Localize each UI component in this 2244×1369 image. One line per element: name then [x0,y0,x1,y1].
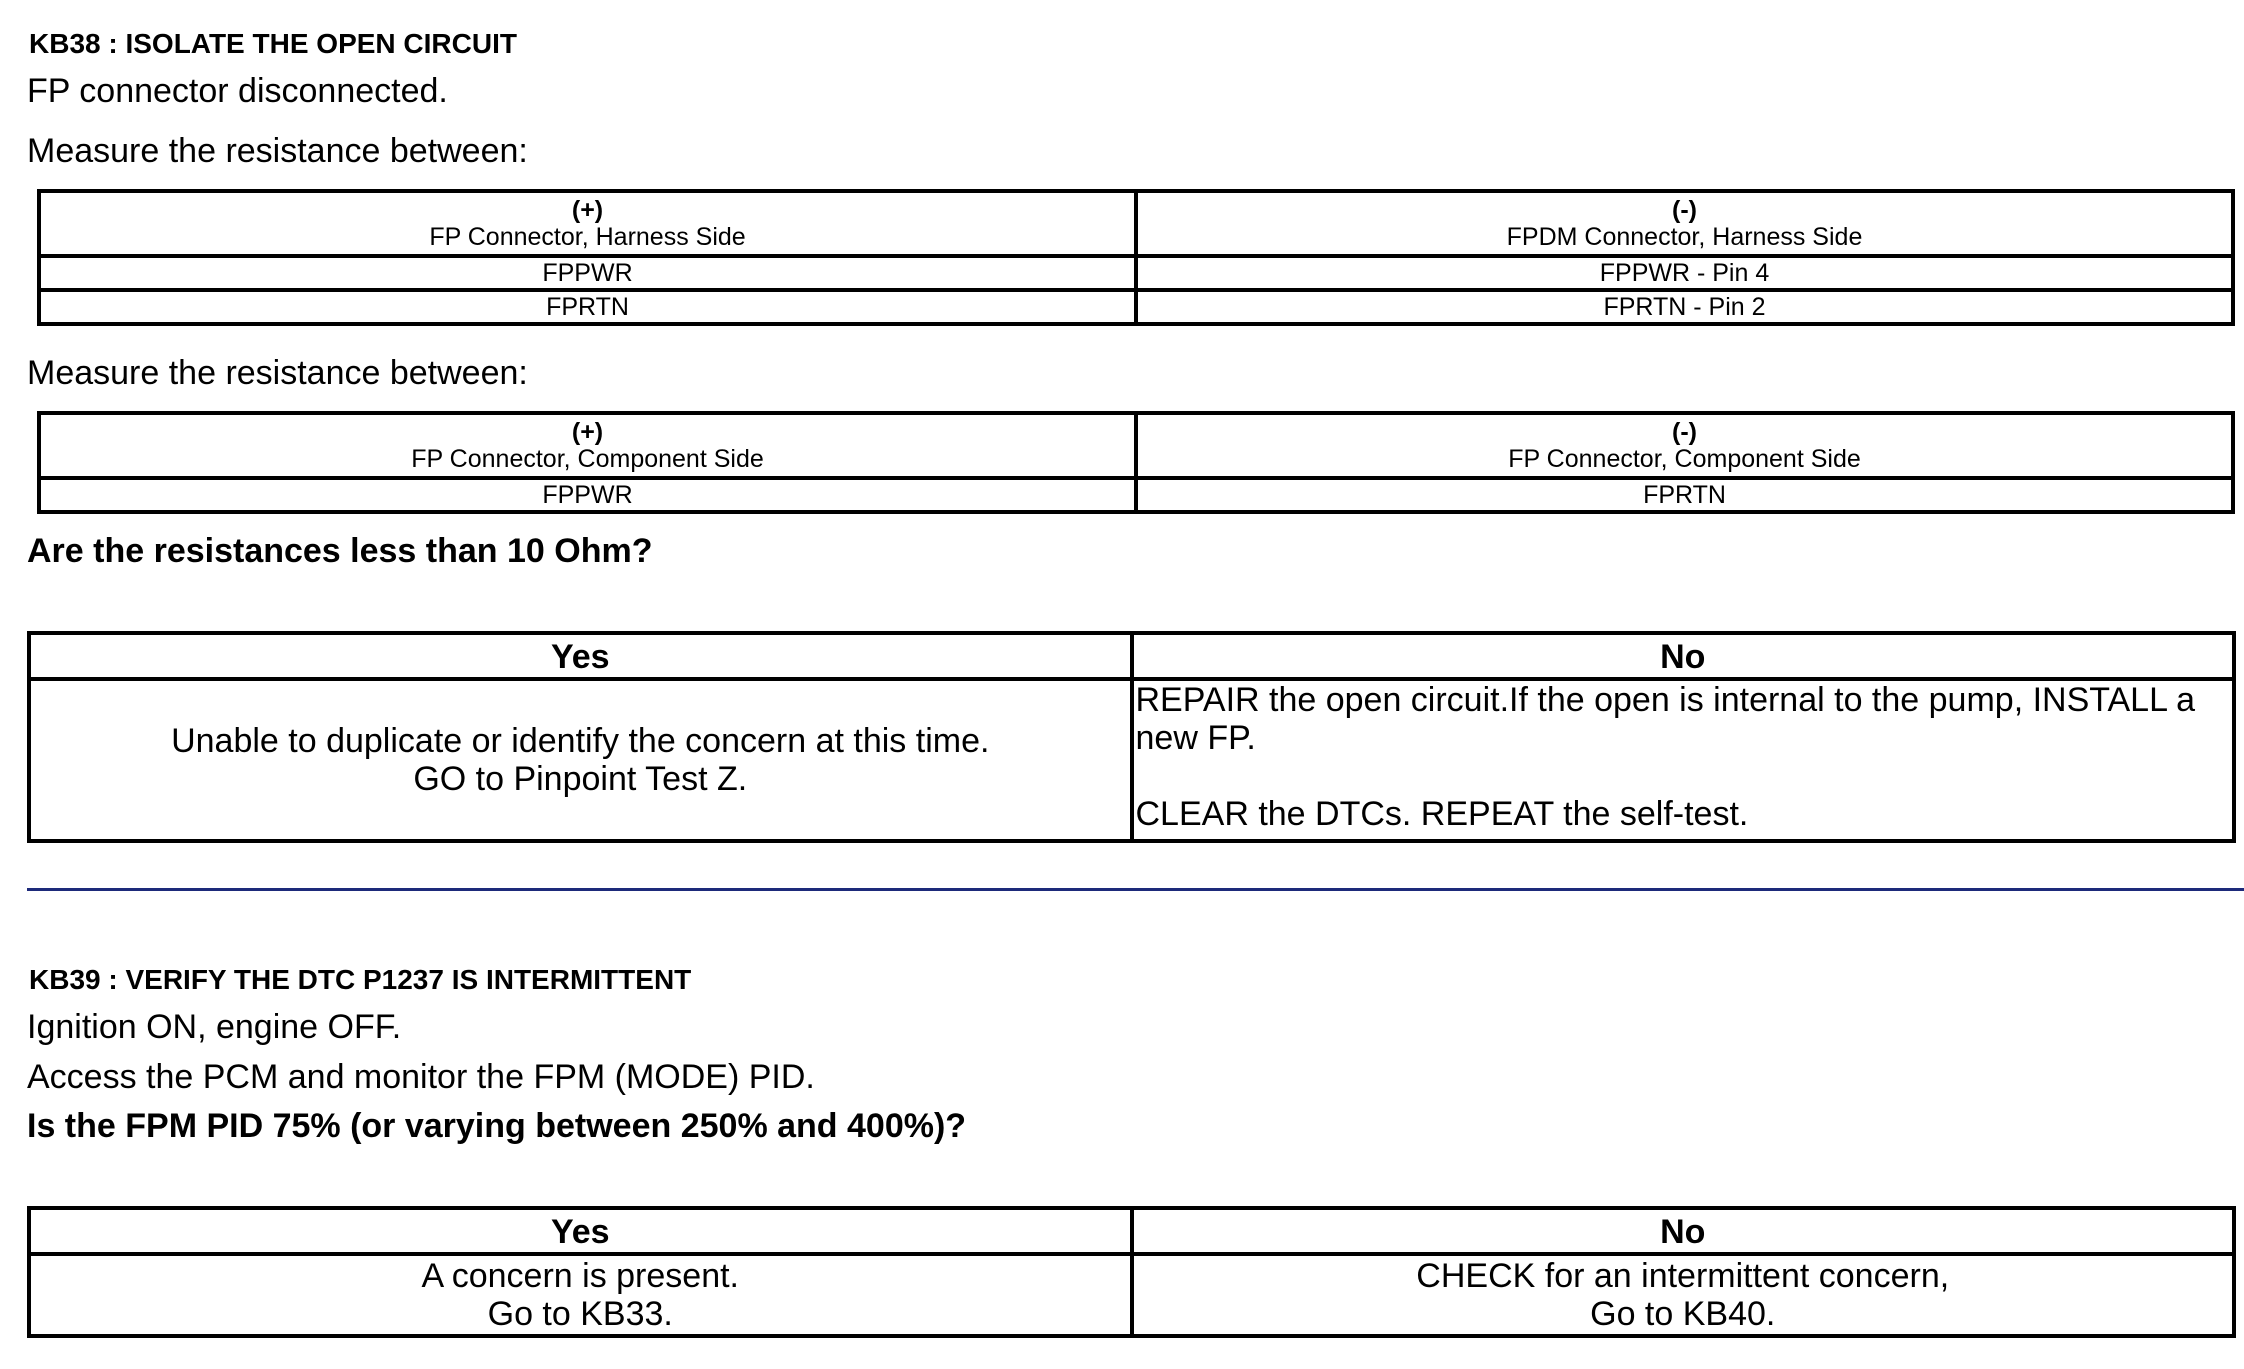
kb38-answer-table [27,631,2236,843]
positive-cell: FPPWR [39,256,1136,290]
positive-cell: FPRTN [39,290,1136,324]
section-divider [27,888,2244,891]
table-row [39,256,2233,290]
positive-symbol: (+) [571,417,604,446]
negative-header [1136,413,2233,478]
positive-label: FP Connector, Component Side [411,444,764,473]
kb38-resistance-table-2 [37,411,2235,514]
kb38-question: Are the resistances less than 10 Ohm? [27,532,653,570]
answer-header-row [29,1208,2234,1254]
yes-header: Yes [29,1208,1132,1254]
yes-answer-line: Go to KB33. [487,1295,673,1333]
negative-cell: FPRTN [1136,478,2233,512]
yes-answer-line: Unable to duplicate or identify the concern at this time. [171,722,990,760]
no-answer-line: CHECK for an intermittent concern, [1416,1257,1950,1295]
positive-cell: FPPWR [39,478,1136,512]
kb38-measure-label-1: Measure the resistance between: [27,132,528,170]
kb39-heading: KB39 : VERIFY THE DTC P1237 IS INTERMITTENT [29,964,692,995]
no-header: No [1132,1208,2235,1254]
answer-row [29,1254,2234,1336]
yes-answer-line: A concern is present. [421,1257,739,1295]
kb38-step-connector: FP connector disconnected. [27,72,448,110]
kb38-heading: KB38 : ISOLATE THE OPEN CIRCUIT [29,28,517,59]
negative-cell: FPPWR - Pin 4 [1136,256,2233,290]
table-header-row [39,413,2233,478]
kb38-resistance-table-1 [37,189,2235,326]
table-row [39,290,2233,324]
yes-answer-line: GO to Pinpoint Test Z. [413,760,748,798]
answer-header-row [29,633,2234,679]
kb39-answer-table [27,1206,2236,1338]
negative-cell: FPRTN - Pin 2 [1136,290,2233,324]
yes-answer [29,1254,1132,1336]
negative-symbol: (-) [1672,195,1697,224]
positive-label: FP Connector, Harness Side [429,222,746,251]
kb38-measure-label-2: Measure the resistance between: [27,354,528,392]
no-answer-line: CLEAR the DTCs. REPEAT the self-test. [1135,795,1749,833]
table-row [39,478,2233,512]
positive-header [39,413,1136,478]
no-answer [1132,1254,2235,1336]
negative-label: FPDM Connector, Harness Side [1506,222,1863,251]
no-answer-line: REPAIR the open circuit.If the open is internal to the pump, INSTALL a new FP. [1135,681,2196,757]
positive-header [39,191,1136,256]
negative-header [1136,191,2233,256]
negative-label: FP Connector, Component Side [1508,444,1861,473]
no-answer [1132,679,2235,841]
kb39-question: Is the FPM PID 75% (or varying between 250% and 400%)? [27,1107,967,1145]
table-header-row [39,191,2233,256]
kb39-step-ignition: Ignition ON, engine OFF. [27,1008,402,1046]
kb39-step-access-pcm: Access the PCM and monitor the FPM (MODE) PID. [27,1058,815,1096]
no-header: No [1132,633,2235,679]
yes-header: Yes [29,633,1132,679]
yes-answer [29,679,1132,841]
negative-symbol: (-) [1672,417,1697,446]
positive-symbol: (+) [571,195,604,224]
no-answer-line: Go to KB40. [1590,1295,1776,1333]
answer-row [29,679,2234,841]
